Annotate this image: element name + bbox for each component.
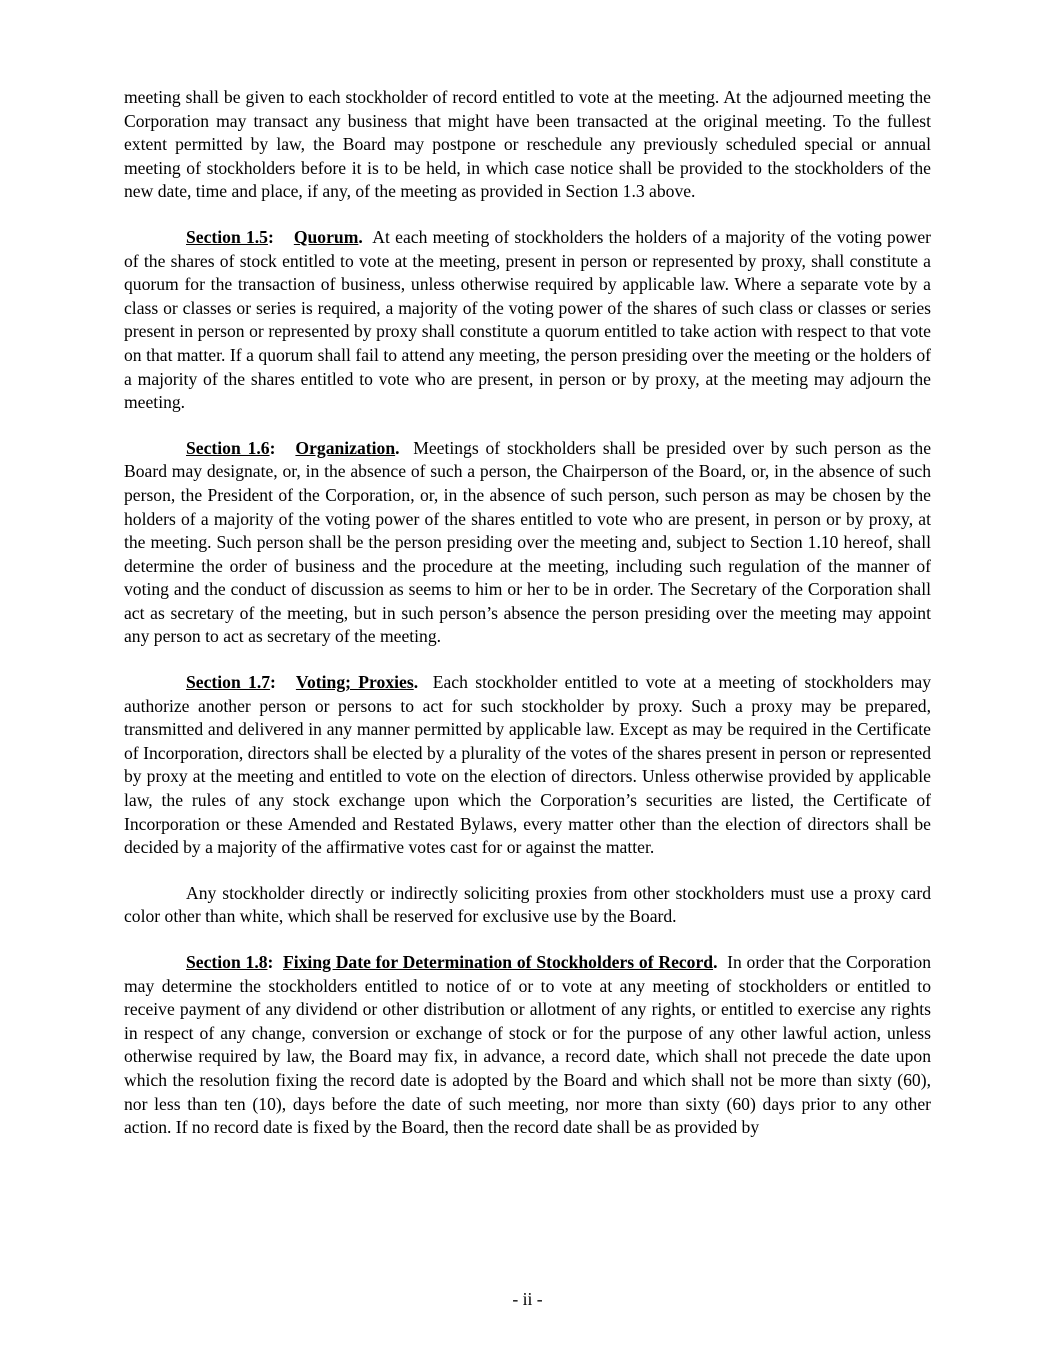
section-title-period: . xyxy=(413,672,419,693)
section-number: Section 1.7 xyxy=(186,672,271,693)
section-body-text: Meetings of stockholders shall be presided over by such person as the Board may designate, or, in the absence of such a person, the Chairperson of the Board, or, in the absence of such person, the President of the Corporation, or, in the absence of such person, such person as may be chosen by the holders of a majority of the voting power of the shares entitled to vote who are present, in person or by proxy, at the meeting. Such person shall be the person presiding over the meeting and, subject to Section 1.10 hereof, shall determine the order of business and the procedure at the meeting, including such regulation of the manner of voting and the conduct of discussion as seems to him or her to be in order. The Secretary of the Corporation shall act as secretary of the meeting, but in such person’s absence the person presiding over the meeting may appoint any person to act as secretary of the meeting. xyxy=(124,437,932,647)
page-number: - ii - xyxy=(512,1289,543,1309)
section-title: Quorum xyxy=(293,226,359,247)
page-number-footer xyxy=(0,1287,1055,1311)
section-1-7-voting-proxies xyxy=(124,671,931,860)
section-1-6-organization xyxy=(124,437,931,649)
section-title: Voting; Proxies xyxy=(295,672,414,693)
section-body-text: Each stockholder entitled to vote at a meeting of stockholders may authorize another person or persons to act for such stockholder by proxy. Such a proxy may be prepared, transmitted and delivered in any manner permitted by applicable law. Except as may be required in the Certificate of Incorporation, directors shall be elected by a plurality of the votes of the shares present in person or represented by proxy at the meeting and entitled to vote on the election of directors. Unless otherwise provided by applicable law, the rules of any stock exchange upon which the Corporation’s securities are listed, the Certificate of Incorporation or these Amended and Restated Bylaws, every matter other than the election of directors shall be decided by a majority of the affirmative votes cast for or against the matter. xyxy=(124,672,932,858)
section-number: Section 1.8 xyxy=(186,952,268,972)
section-title-period: . xyxy=(358,226,363,247)
paragraph-proxy-card xyxy=(124,882,931,929)
section-colon: : xyxy=(267,952,274,972)
section-number: Section 1.6 xyxy=(186,437,270,458)
section-1-8-record-date xyxy=(124,951,931,1140)
section-number: Section 1.5 xyxy=(186,226,268,247)
paragraph-text: Any stockholder directly or indirectly soliciting proxies from other stockholders must use a proxy card color other than white, which shall be reserved for exclusive use by the Board. xyxy=(124,882,931,927)
section-colon: : xyxy=(270,672,276,693)
paragraph-continuation xyxy=(124,86,931,204)
section-title-period: . xyxy=(713,952,718,972)
section-body-text: At each meeting of stockholders the holders of a majority of the voting power of the shares of stock entitled to vote at the meeting, present in person or represented by proxy, shall constitute a quorum for the transaction of business, unless otherwise required by applicable law. Where a separate vote by a class or classes or series is required, a majority of the voting power of the shares of such class or classes or series present in person or represented by proxy shall constitute a quorum entitled to take action with respect to that vote on that matter. If a quorum shall fail to attend any meeting, the person presiding over the meeting or the holders of a majority of the shares entitled to vote who are present, in person or by proxy, at the meeting may adjourn the meeting. xyxy=(124,226,932,413)
section-title-period: . xyxy=(395,437,400,458)
paragraph-text: meeting shall be given to each stockholder of record entitled to vote at the meeting. At the adjourned meeting the Corporation may transact any business that might have been transacted at the original meeting. To the fullest extent permitted by law, the Board may postpone or reschedule any previously scheduled special or annual meeting of stockholders before it is to be held, in which case notice shall be provided to the stockholders of the new date, time and place, if any, of the meeting as provided in Section 1.3 above. xyxy=(124,87,931,202)
section-colon: : xyxy=(267,226,274,247)
section-colon: : xyxy=(269,437,276,458)
section-1-5-quorum xyxy=(124,226,931,415)
section-title: Organization xyxy=(295,437,396,458)
document-page xyxy=(124,86,931,1162)
section-title: Fixing Date for Determination of Stockholders of Record xyxy=(283,952,714,972)
section-body-text: In order that the Corporation may determine the stockholders entitled to notice of or to vote at any meeting of stockholders or entitled to receive payment of any dividend or other distribution or allotment of any rights, or entitled to exercise any rights in respect of any change, conversion or exchange of stock or for the purpose of any other lawful action, unless otherwise required by law, the Board may fix, in advance, a record date, which shall not precede the date upon which the resolution fixing the record date is adopted by the Board and which shall not be more than sixty (60), nor less than ten (10), days before the date of such meeting, nor more than sixty (60) days prior to any other action. If no record date is fixed by the Board, then the record date shall be as provided by xyxy=(124,952,931,1138)
